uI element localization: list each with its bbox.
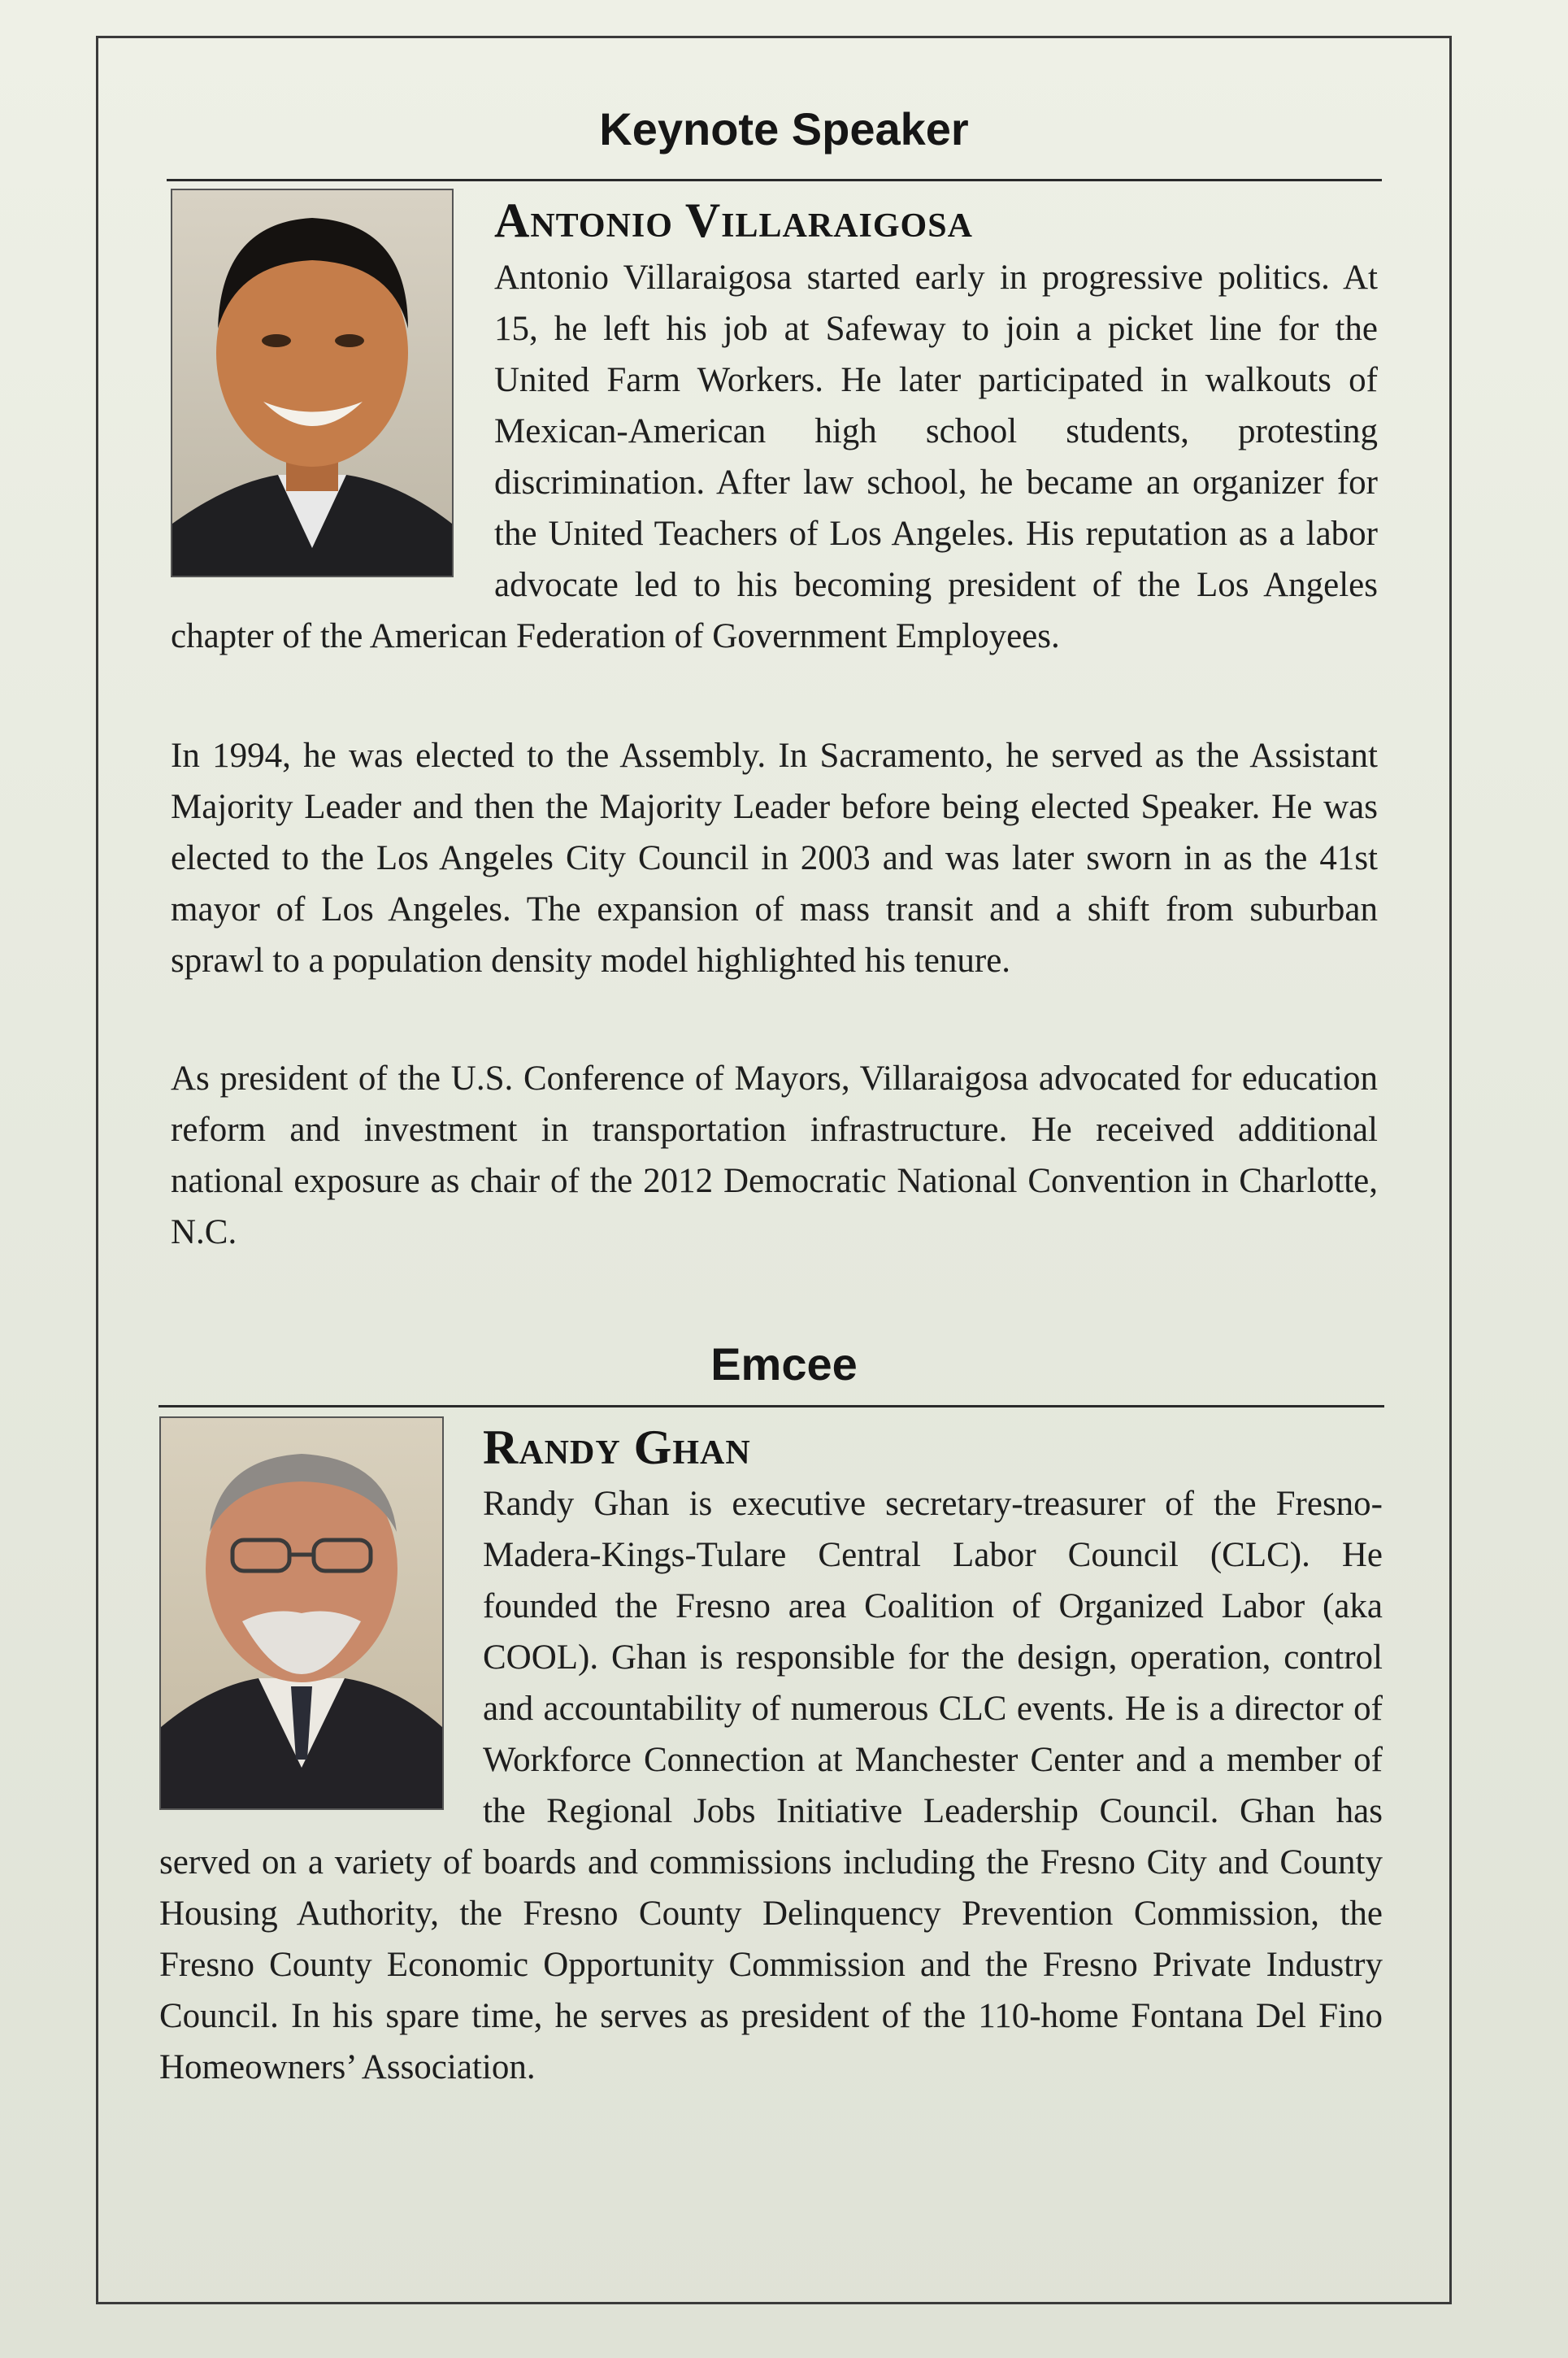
emcee-heading-rule xyxy=(159,1405,1384,1407)
emcee-text-block xyxy=(159,1416,1383,2093)
keynote-paragraph-1: Antonio Villaraigosa started early in progressive politics. At 15, he left his job at Safeway to join a picket line for the United Farm Workers. He later participated in walkouts of Mexican-American high school students, protesting discrimination. After law school, he became an organizer for the United Teachers of Los Angeles. His reputation as a labor advocate led to his becoming president of the Los Angeles chapter of the American Federation of Government Employees. xyxy=(171,259,1378,655)
emcee-heading: Emcee xyxy=(710,1338,858,1390)
keynote-paragraph-3: As president of the U.S. Conference of Mayors, Villaraigosa advocated for education reform and investment in transportation infrastructure. He received additional national exposure as chair of the 2012 Democratic National Convention in Charlotte, N.C. xyxy=(171,1059,1378,1251)
emcee-portrait-photo xyxy=(159,1416,444,1810)
keynote-paragraph-2: In 1994, he was elected to the Assembly. In Sacramento, he served as the Assistant Majority Leader and then the Majority Leader before being elected Speaker. He was elected to the Los Angeles City Council in 2003 and was later sworn in as the 41st mayor of Los Angeles. The expansion of mass transit and a shift from suburban sprawl to a population density model highlighted his tenure. xyxy=(171,737,1378,980)
keynote-portrait-photo xyxy=(171,189,454,577)
emcee-name: Randy Ghan xyxy=(483,1420,751,1474)
keynote-speaker-name: Antonio Villaraigosa xyxy=(494,194,973,247)
keynote-text-block xyxy=(171,189,1378,662)
keynote-heading-rule xyxy=(167,179,1382,181)
keynote-heading: Keynote Speaker xyxy=(599,103,969,154)
emcee-paragraph-1: Randy Ghan is executive secretary-treasurer of the Fresno-Madera-Kings-Tulare Central Labor Council (CLC). He founded the Fresno area Coalition of Organized Labor (aka COOL). Ghan is responsible for the design, operation, control and accountability of numerous CLC events. He is a director of Workforce Connection at Manchester Center and a member of the Regional Jobs Initiative Leadership Council. Ghan has served on a variety of boards and commissions including the Fresno City and County Housing Authority, the Fresno County Delinquency Prevention Commission, the Fresno County Economic Opportunity Commission and the Fresno Private Industry Council. In his spare time, he serves as president of the 110-home Fontana Del Fino Homeowners’ Association. xyxy=(159,1485,1383,2086)
